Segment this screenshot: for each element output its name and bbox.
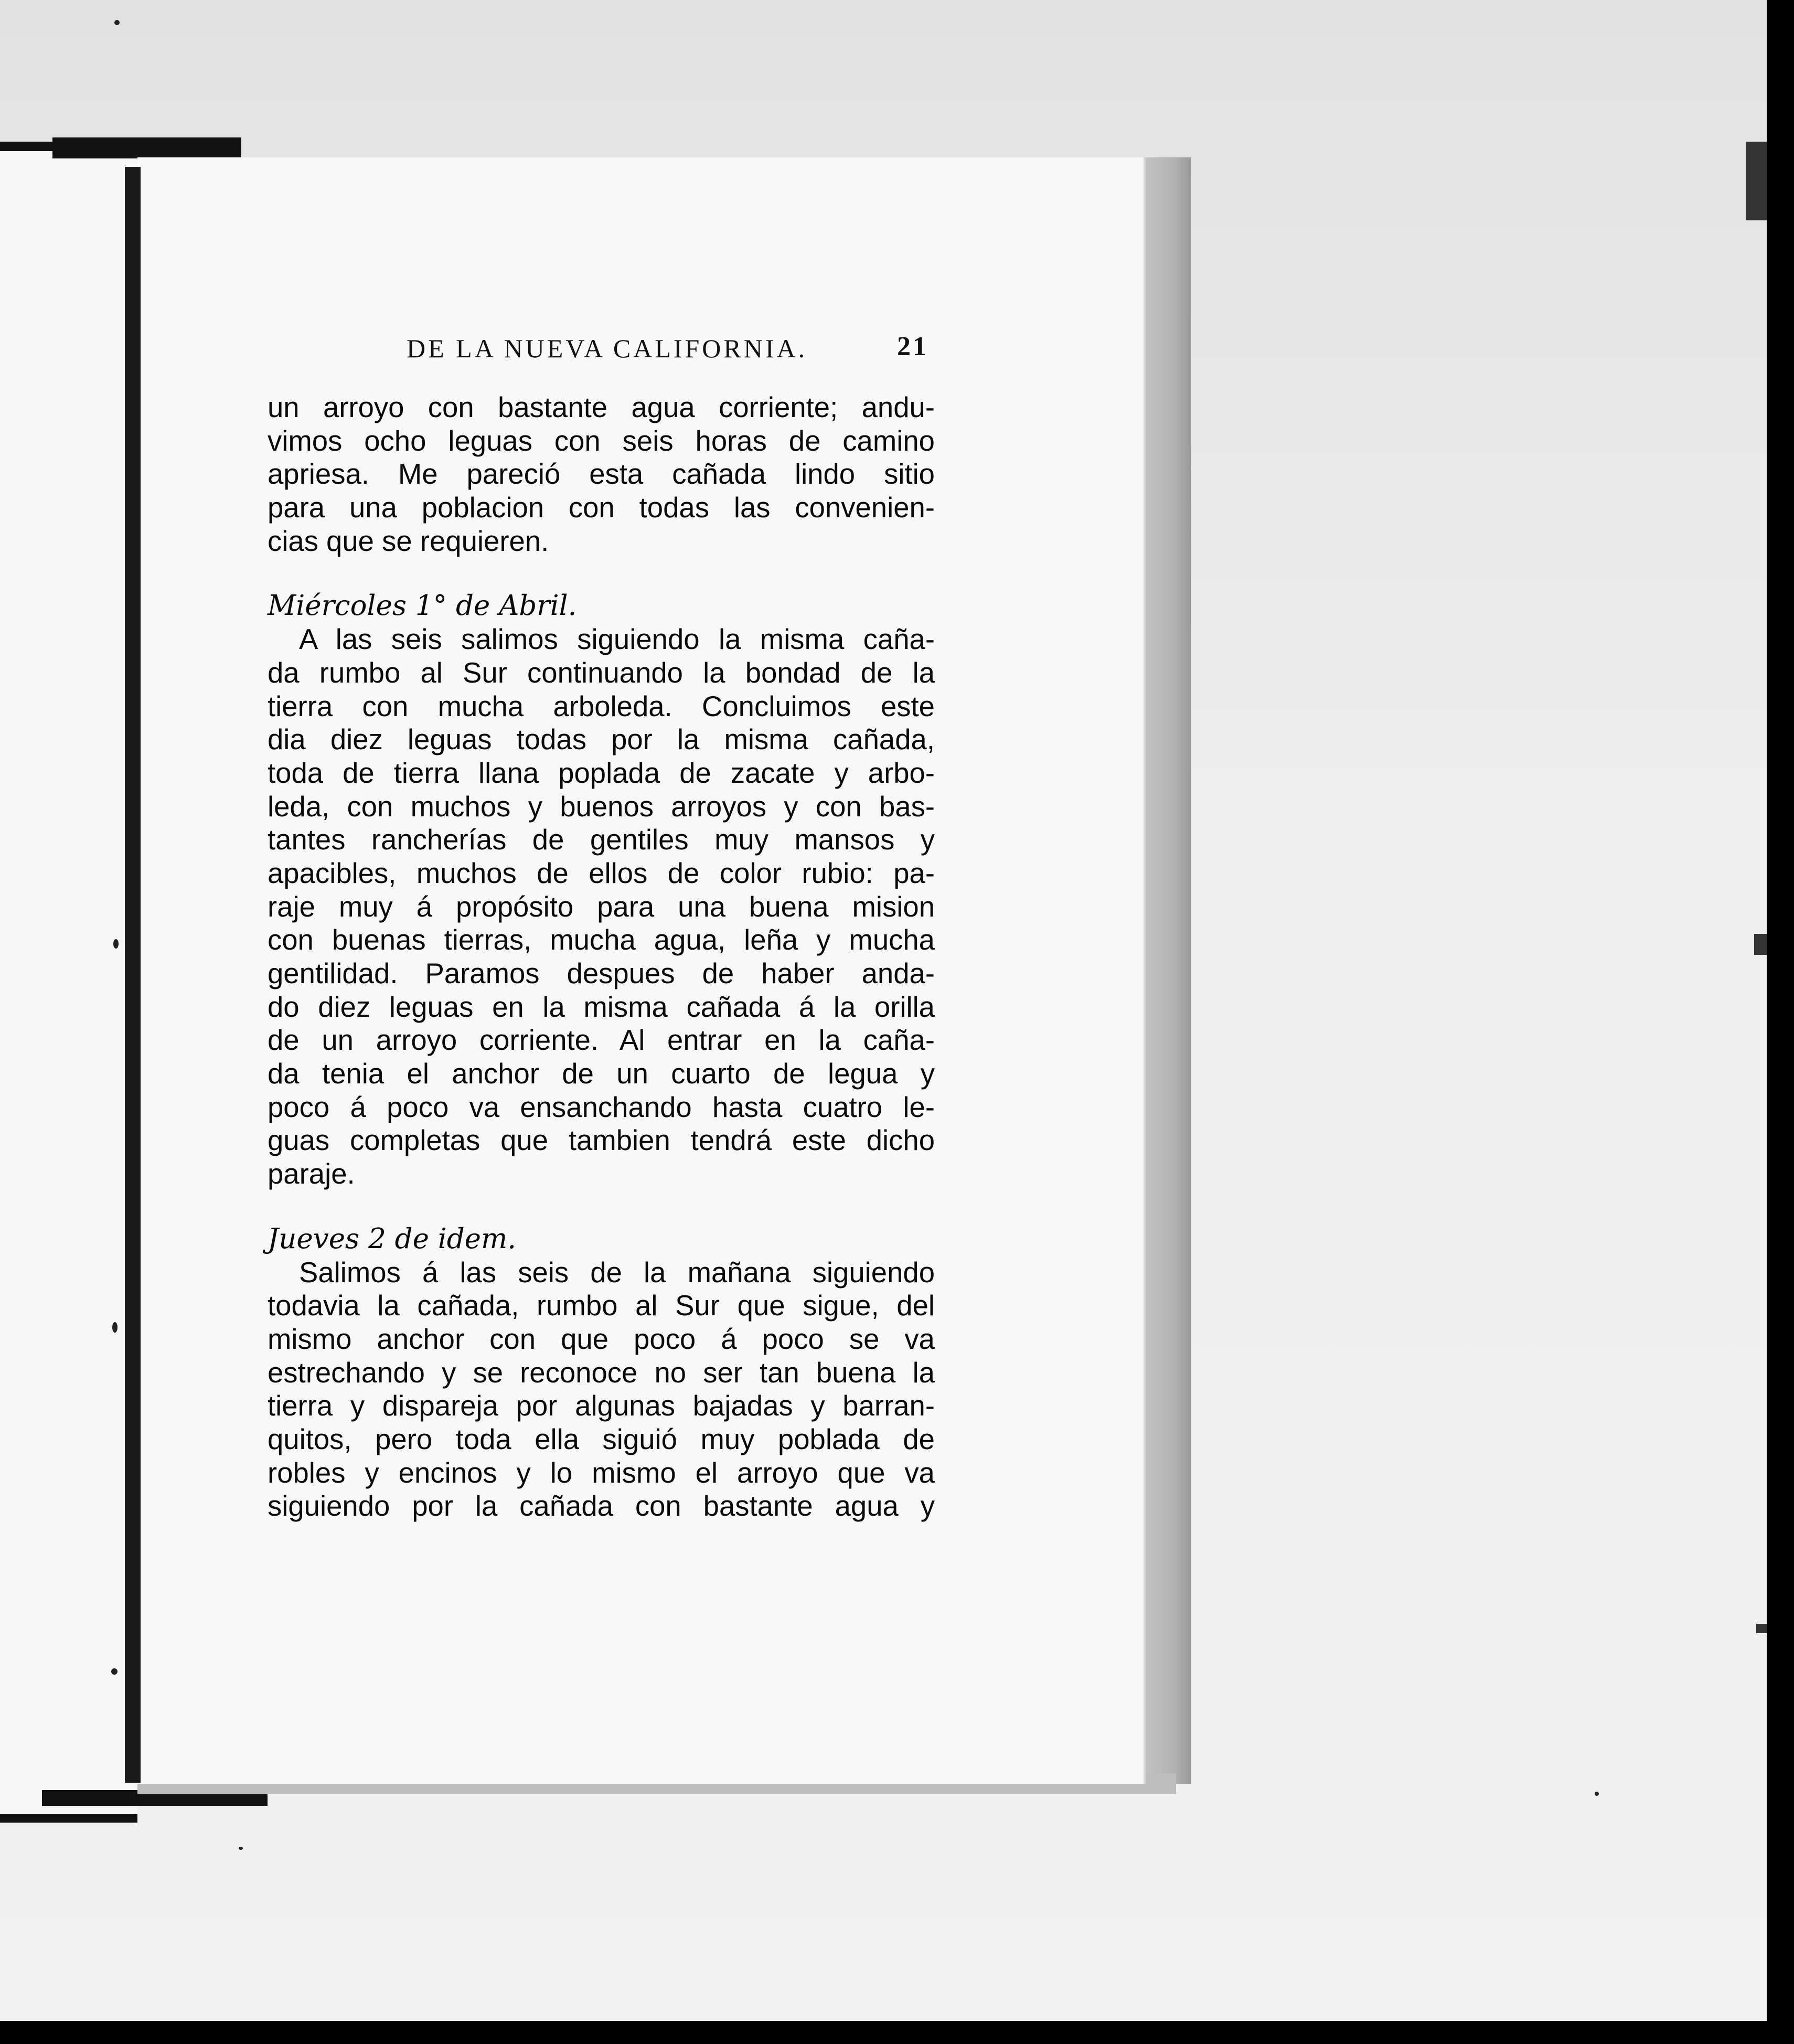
text-line: mismo anchor con que poco á poco se va	[268, 1323, 935, 1355]
entry-heading-miercoles: Miércoles 1° de Abril.	[268, 590, 577, 622]
text-line: leda, con muchos y buenos arroyos y con bas-	[268, 790, 935, 823]
page-body	[268, 391, 935, 1523]
text-line: paraje.	[268, 1158, 355, 1190]
text-line: siguiendo por la cañada con bastante agua y	[268, 1490, 935, 1523]
scan-speck	[1595, 1792, 1599, 1796]
text-line: robles y encinos y lo mismo el arroyo que va	[268, 1456, 935, 1489]
text-line: dia diez leguas todas por la misma cañada,	[268, 723, 935, 756]
text-line: raje muy á propósito para una buena mision	[268, 890, 935, 923]
running-head	[268, 328, 928, 370]
text-line: para una poblacion con todas las convenien-	[268, 492, 935, 524]
text-line: apriesa. Me pareció esta cañada lindo sitio	[268, 458, 935, 491]
text-line: guas completas que tambien tendrá este dicho	[268, 1124, 935, 1157]
text-line: poco á poco va ensanchando hasta cuatro le-	[268, 1091, 935, 1123]
text-line: tierra y dispareja por algunas bajadas y barran-	[268, 1390, 935, 1422]
page-number: 21	[897, 332, 928, 361]
scan-speck	[112, 1322, 118, 1333]
text-line: tierra con mucha arboleda. Concluimos este	[268, 690, 935, 722]
scan-edge-mark	[1756, 1624, 1767, 1633]
text-line: tantes rancherías de gentiles muy mansos y	[268, 824, 935, 856]
text-line: Salimos á las seis de la mañana siguiendo	[299, 1256, 935, 1289]
scan-edge-mark	[1746, 142, 1767, 220]
text-line: gentilidad. Paramos despues de haber anda-	[268, 957, 935, 989]
scan-speck	[239, 1847, 243, 1850]
paragraph-3	[268, 1256, 935, 1524]
spacer	[268, 1191, 935, 1222]
text-line: vimos ocho leguas con seis horas de camino	[268, 424, 935, 457]
running-head-title: DE LA NUEVA CALIFORNIA.	[407, 334, 808, 363]
paragraph-2	[268, 623, 935, 1191]
entry-heading-jueves: Jueves 2 de idem.	[268, 1222, 517, 1255]
text-line: con buenas tierras, mucha agua, leña y mucha	[268, 924, 935, 956]
text-line: A las seis salimos siguiendo la misma caña-	[299, 623, 935, 656]
scan-border-right	[1767, 0, 1794, 2044]
paragraph-1	[268, 391, 935, 558]
spacer	[268, 558, 935, 589]
scan-speck	[114, 20, 120, 25]
facing-page-edge	[0, 142, 137, 1823]
text-line: un arroyo con bastante agua corriente; andu-	[268, 391, 935, 423]
text-line: do diez leguas en la misma cañada á la orilla	[268, 991, 935, 1023]
binding-clip-top	[52, 137, 241, 158]
text-line: de un arroyo corriente. Al entrar en la caña-	[268, 1024, 935, 1057]
text-line: estrechando y se reconoce no ser tan buena la	[268, 1356, 935, 1389]
text-line: quitos, pero toda ella siguió muy poblada de	[268, 1423, 935, 1455]
scan-edge-mark	[1754, 934, 1767, 955]
scan-speck	[113, 939, 119, 949]
text-line: apacibles, muchos de ellos de color rubio: pa-	[268, 857, 935, 889]
text-line: toda de tierra llana poplada de zacate y arbo-	[268, 757, 935, 789]
text-line: todavia la cañada, rumbo al Sur que sigue, del	[268, 1290, 935, 1322]
book-gutter	[125, 167, 141, 1783]
scan-speck	[111, 1668, 118, 1675]
text-line: da rumbo al Sur continuando la bondad de la	[268, 656, 935, 689]
text-line: cias que se requieren.	[268, 525, 549, 557]
text-line: da tenia el anchor de un cuarto de legua y	[268, 1058, 935, 1090]
scan-border-bottom	[0, 2021, 1794, 2044]
